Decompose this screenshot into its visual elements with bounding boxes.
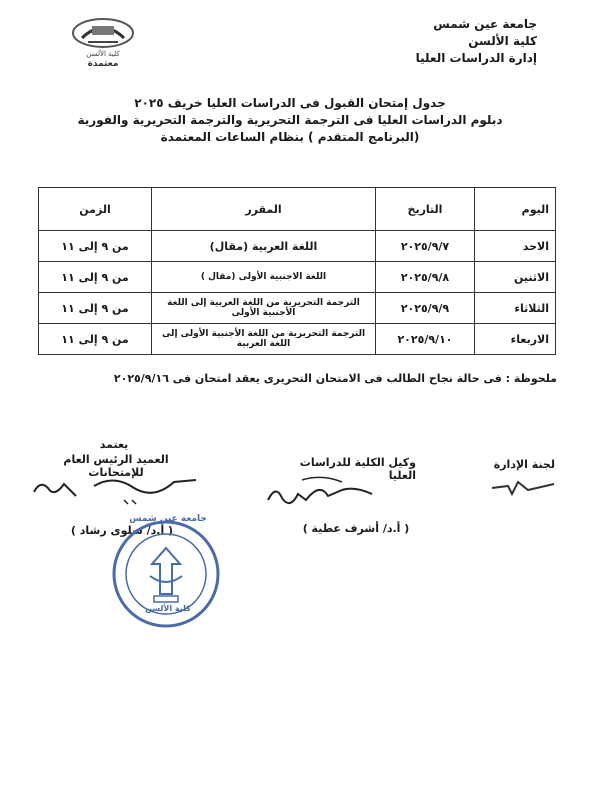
title-line-3: (البرنامج المتقدم ) بنظام الساعات المعتمدة bbox=[160, 130, 420, 144]
cell-course: الترجمة التحريرية من اللغة العربية إلى اللغة الأجنبية الأولى bbox=[152, 293, 376, 324]
faculty-logo bbox=[58, 16, 148, 74]
stamp-text: جامعة عين شمس bbox=[129, 514, 207, 524]
header-day: اليوم bbox=[475, 188, 556, 231]
table-row bbox=[39, 324, 556, 355]
title-line-1: جدول إمتحان القبول فى الدراسات العليا خريف ٢٠٢٥ bbox=[134, 96, 446, 110]
cell-date: ٢٠٢٥/٩/٧ bbox=[376, 231, 475, 262]
header-course: المقرر bbox=[152, 188, 376, 231]
logo-text: كلية الألسن bbox=[86, 50, 120, 58]
dean-signature-icon bbox=[24, 466, 204, 512]
cell-course: اللغة الاجنبية الأولى (مقال ) bbox=[152, 262, 376, 293]
cell-time: من ٩ إلى ١١ bbox=[39, 324, 152, 355]
cell-date: ٢٠٢٥/٩/١٠ bbox=[376, 324, 475, 355]
logo-emblem-icon bbox=[68, 16, 138, 50]
cell-day: الثلاثاء bbox=[475, 293, 556, 324]
cell-time: من ٩ إلى ١١ bbox=[39, 262, 152, 293]
stamp-bottom-text: كلية الألسن bbox=[145, 604, 191, 613]
vice-dean-name: ( أ.د/ أشرف عطية ) bbox=[302, 522, 410, 535]
table-header-row bbox=[39, 188, 556, 231]
table-row bbox=[39, 231, 556, 262]
faculty-name: كلية الألسن bbox=[468, 34, 537, 48]
cell-time: من ٩ إلى ١١ bbox=[39, 231, 152, 262]
dean-title: العميد الرئيس العام للإمتحانات bbox=[63, 453, 169, 479]
logo-subtitle: معتمدة bbox=[87, 59, 119, 69]
committee-signature-icon bbox=[488, 474, 558, 500]
table-row bbox=[39, 262, 556, 293]
cell-date: ٢٠٢٥/٩/٩ bbox=[376, 293, 475, 324]
header-date: التاريخ bbox=[376, 188, 475, 231]
header-institution bbox=[367, 16, 537, 67]
university-name: جامعة عين شمس bbox=[433, 17, 537, 31]
cell-course: الترجمة التحريرية من اللغة الأجنبية الأولى إلى اللغة العربية bbox=[152, 324, 376, 355]
committee-title: لجنة الإدارة bbox=[493, 458, 555, 471]
document-titles bbox=[40, 95, 540, 146]
department-name: إدارة الدراسات العليا bbox=[415, 51, 537, 65]
title-line-2: دبلوم الدراسات العليا فى الترجمة التحريرية والترجمة التحريرية والفورية bbox=[77, 113, 503, 127]
approval-label: يعتمد bbox=[99, 438, 129, 451]
cell-day: الاحد bbox=[475, 231, 556, 262]
cell-day: الاثنين bbox=[475, 262, 556, 293]
exam-schedule-table bbox=[38, 187, 556, 355]
cell-course: اللغة العربية (مقال) bbox=[152, 231, 376, 262]
cell-time: من ٩ إلى ١١ bbox=[39, 293, 152, 324]
table-row bbox=[39, 293, 556, 324]
header-time: الزمن bbox=[39, 188, 152, 231]
vice-dean-signature-icon bbox=[262, 470, 382, 514]
vice-dean-title: وكيل الكلية للدراسات العليا bbox=[299, 456, 416, 482]
cell-day: الاربعاء bbox=[475, 324, 556, 355]
exam-note: ملحوظة : فى حالة نجاح الطالب فى الامتحان التحريرى يعقد امتحان فى ٢٠٢٥/٩/١٦ bbox=[113, 372, 557, 385]
dean-name: ( أ.د/ سلوى رشاد ) bbox=[70, 524, 174, 537]
official-stamp-icon bbox=[110, 518, 222, 630]
cell-date: ٢٠٢٥/٩/٨ bbox=[376, 262, 475, 293]
